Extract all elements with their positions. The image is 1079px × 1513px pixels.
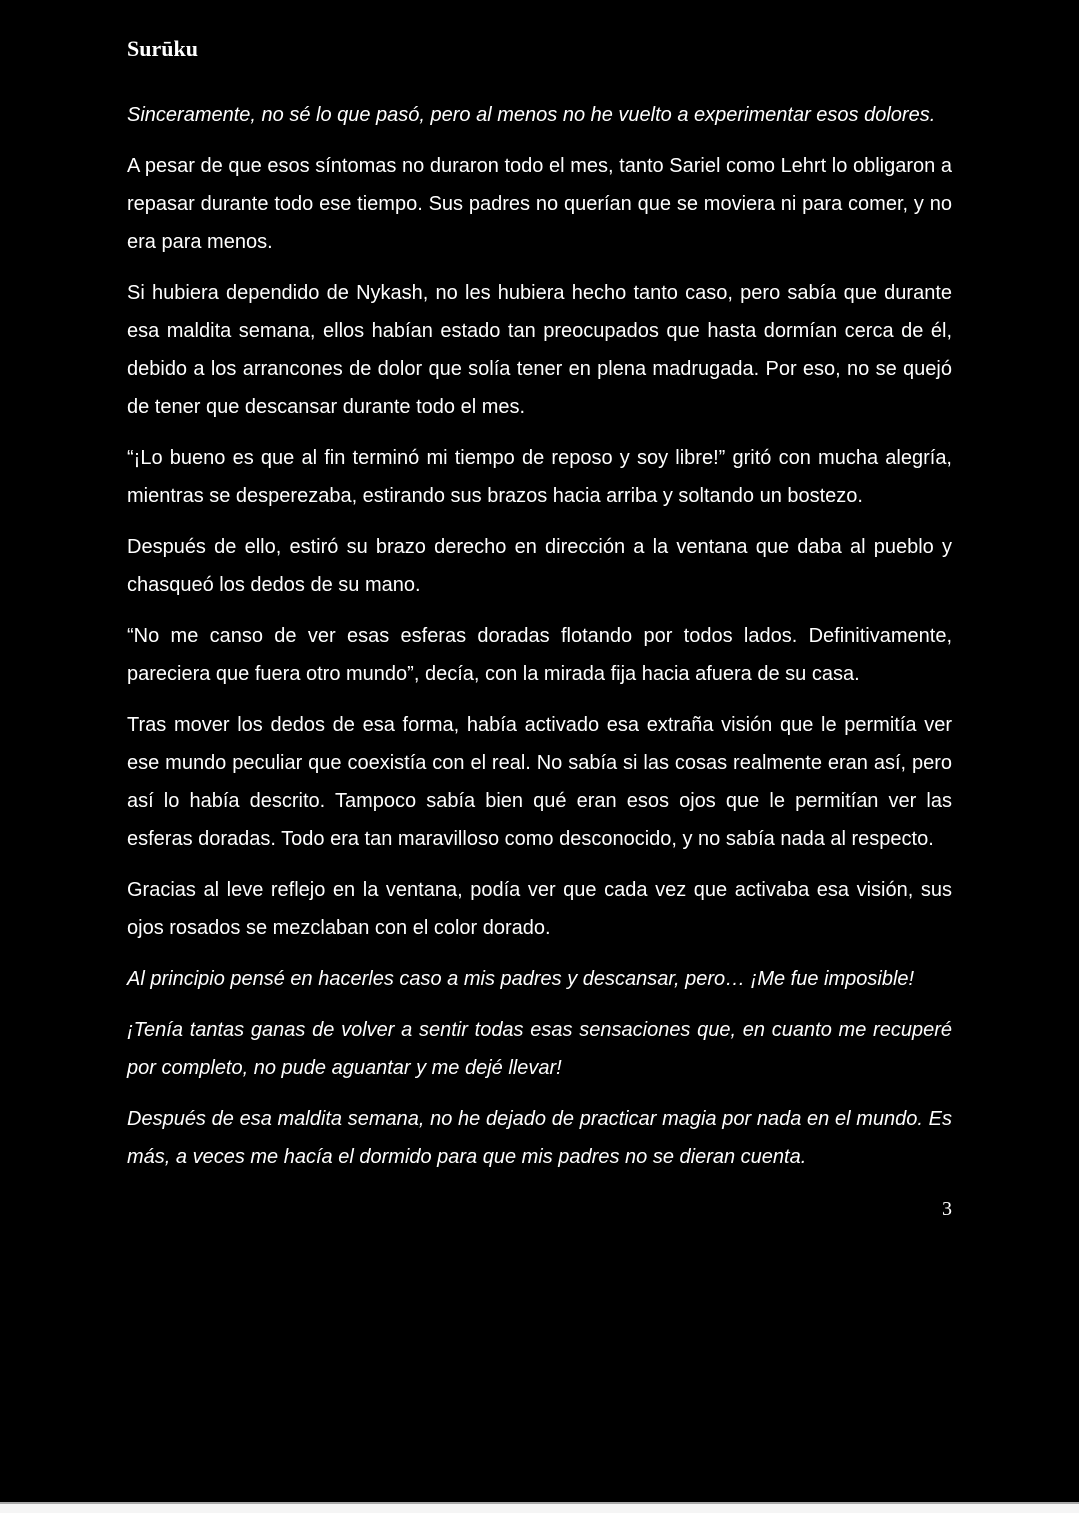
viewer-page-gap	[0, 1504, 1079, 1513]
body-paragraph: Sinceramente, no sé lo que pasó, pero al menos no he vuelto a experimentar esos dolores.	[127, 104, 936, 126]
body-paragraph: Gracias al leve reflejo en la ventana, podía ver que cada vez que activaba esa visión, sus ojos rosados se mezclaban con el color dorado.	[127, 879, 952, 939]
body-paragraph: Al principio pensé en hacerles caso a mis padres y descansar, pero… ¡Me fue imposible!	[127, 968, 915, 990]
body-paragraph: Si hubiera dependido de Nykash, no les hubiera hecho tanto caso, pero sabía que durante esa maldita semana, ellos habían estado tan preocupados que hasta dormían cerca de él, debido a los arrancones de dolor que solía tener en plena madrugada. Por eso, no se quejó de tener que descansar durante todo el mes.	[127, 282, 952, 418]
body-paragraph: Tras mover los dedos de esa forma, había activado esa extraña visión que le permitía ver ese mundo peculiar que coexistía con el real. No sabía si las cosas realmente eran así, pero así lo había descrito. Tampoco sabía bien qué eran esos ojos que le permitían ver las esferas doradas. Todo era tan maravilloso como desconocido, y no sabía nada al respecto.	[127, 714, 952, 850]
page-title: Surūku	[127, 36, 198, 61]
body-paragraph: “¡Lo bueno es que al fin terminó mi tiempo de reposo y soy libre!” gritó con mucha alegría, mientras se desperezaba, estirando sus brazos hacia arriba y soltando un bostezo.	[127, 447, 952, 507]
body-paragraph: Después de ello, estiró su brazo derecho en dirección a la ventana que daba al pueblo y chasqueó los dedos de su mano.	[127, 536, 952, 596]
body-paragraph: Después de esa maldita semana, no he dejado de practicar magia por nada en el mundo. Es más, a veces me hacía el dormido para que mis padres no se dieran cuenta.	[127, 1108, 952, 1168]
body-paragraph: A pesar de que esos síntomas no duraron todo el mes, tanto Sariel como Lehrt lo obligaron a repasar durante todo ese tiempo. Sus padres no querían que se moviera ni para comer, y no era para menos.	[127, 155, 952, 253]
page-number: 3	[942, 1198, 952, 1220]
body-paragraph: ¡Tenía tantas ganas de volver a sentir todas esas sensaciones que, en cuanto me recuperé por completo, no pude aguantar y me dejé llevar!	[127, 1019, 952, 1079]
body-paragraph: “No me canso de ver esas esferas doradas flotando por todos lados. Definitivamente, pareciera que fuera otro mundo”, decía, con la mirada fija hacia afuera de su casa.	[127, 625, 952, 685]
